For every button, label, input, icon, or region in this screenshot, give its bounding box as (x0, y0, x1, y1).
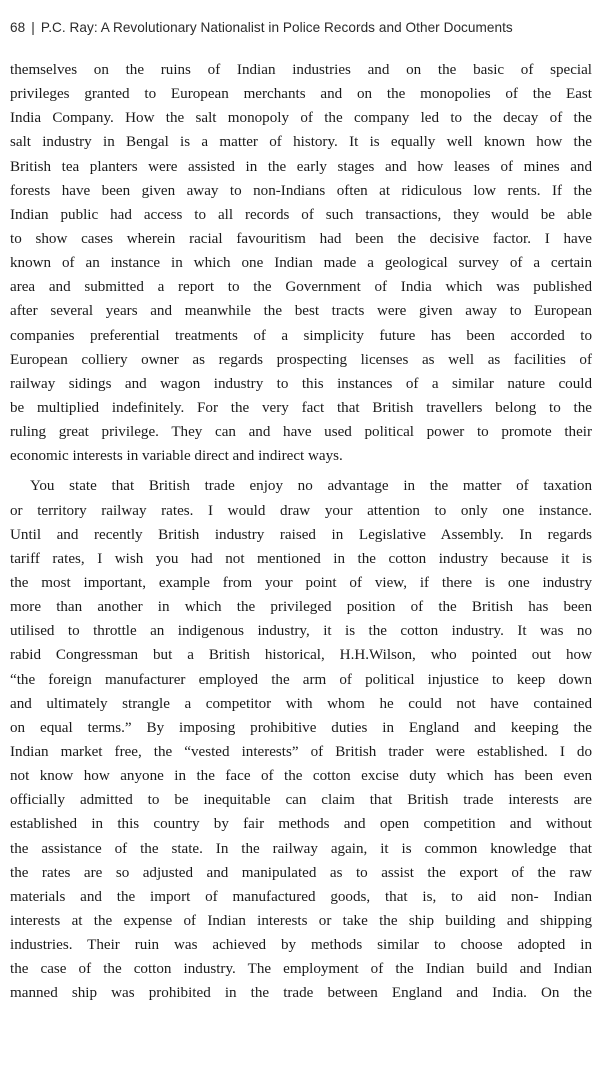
paragraph-2 (10, 474, 592, 1005)
text-line: industries. Their ruin was achieved by methods similar to choose adopted in (10, 937, 592, 954)
body-text (10, 58, 592, 1005)
text-line: interests at the expense of Indian interests or take the ship building and shipping (10, 912, 592, 929)
page-number: 68 (10, 20, 26, 35)
text-line: the most important, example from your point of view, if there is one industry (10, 574, 592, 591)
text-line: the assistance of the state. In the railway again, it is common knowledge that (10, 840, 592, 857)
text-line: You state that British trade enjoy no advantage in the matter of taxation (30, 478, 592, 495)
text-line: Indian public had access to all records of such transactions, they would be able (10, 206, 592, 223)
text-line: the rates are so adjusted and manipulated as to assist the export of the raw (10, 864, 592, 881)
text-line: area and submitted a report to the Government of India which was published (10, 279, 592, 296)
text-line: Until and recently British industry raised in Legislative Assembly. In regards (10, 526, 592, 543)
running-header (10, 20, 513, 35)
text-line: to show cases wherein racial favouritism had been the decisive factor. I have (10, 230, 592, 247)
text-line: tariff rates, I wish you had not mentioned in the cotton industry because it is (10, 550, 592, 567)
text-line: officially admitted to be inequitable can claim that British trade interests are (10, 792, 592, 809)
text-line: themselves on the ruins of Indian industries and on the basic of special (10, 62, 592, 78)
book-title: P.C. Ray: A Revolutionary Nationalist in Police Records and Other Documents (40, 20, 513, 35)
text-line: manned ship was prohibited in the trade between England and India. On the (10, 985, 592, 1002)
text-line: railway sidings and wagon industry to this instances of a similar nature could (10, 375, 592, 392)
text-line: European colliery owner as regards prospecting licenses as well as facilities of (10, 351, 592, 368)
text-line: established in this country by fair methods and open competition and without (10, 816, 592, 833)
text-line: materials and the import of manufactured goods, that is, to aid non- Indian (10, 888, 592, 905)
text-line: and ultimately strangle a competitor with whom he could not have contained (10, 695, 592, 712)
text-line: privileges granted to European merchants and on the monopolies of the East (10, 86, 592, 103)
text-line: “the foreign manufacturer employed the arm of political injustice to keep down (10, 671, 592, 688)
text-line: or territory railway rates. I would draw your attention to only one instance. (10, 502, 592, 519)
text-line: economic interests in variable direct and indirect ways. (10, 448, 343, 465)
text-line: the case of the cotton industry. The employment of the Indian build and Indian (10, 961, 592, 978)
text-line: salt industry in Bengal is a matter of history. It is equally well known how the (10, 134, 592, 151)
text-line: more than another in which the privileged position of the British has been (10, 599, 592, 616)
header-separator: | (31, 20, 35, 35)
text-line: on equal terms.” By imposing prohibitive duties in England and keeping the (10, 719, 592, 736)
text-line: Indian market free, the “vested interests” of British trader were established. I do (10, 743, 592, 760)
text-line: companies preferential treatments of a simplicity future has been accorded to (10, 327, 592, 344)
text-line: India Company. How the salt monopoly of the company led to the decay of the (10, 110, 592, 127)
text-line: after several years and meanwhile the best tracts were given away to European (10, 303, 592, 320)
text-line: British tea planters were assisted in the early stages and how leases of mines and (10, 158, 592, 175)
text-line: be multiplied indefinitely. For the very fact that British travellers belong to the (10, 399, 592, 416)
text-line: rabid Congressman but a British historical, H.H.Wilson, who pointed out how (10, 647, 592, 664)
text-line: ruling great privilege. They can and have used political power to promote their (10, 424, 592, 441)
text-line: forests have been given away to non-Indians often at ridiculous low rents. If the (10, 182, 592, 199)
text-line: utilised to throttle an indigenous industry, it is the cotton industry. It was no (10, 623, 592, 640)
text-line: known of an instance in which one Indian made a geological survey of a certain (10, 255, 592, 272)
paragraph-1 (10, 58, 592, 468)
text-line: not know how anyone in the face of the cotton excise duty which has been even (10, 768, 592, 785)
